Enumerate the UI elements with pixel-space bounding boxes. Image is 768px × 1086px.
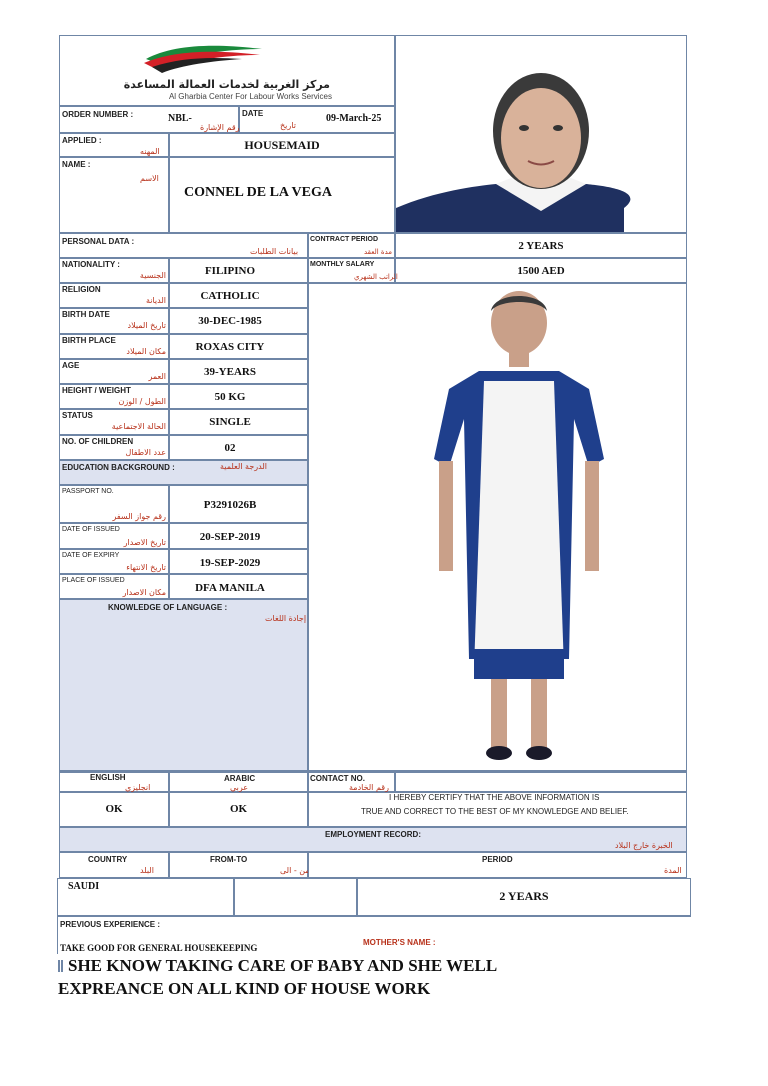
arabic-value: OK bbox=[229, 803, 248, 815]
field-value-cell bbox=[169, 435, 308, 460]
certify-cell: I HEREBY CERTIFY THAT THE ABOVE INFORMATION IS TRUE AND CORRECT TO THE BEST OF MY KNOWLEDGE AND BELIEF. bbox=[308, 792, 687, 827]
arabic-value-cell bbox=[169, 792, 308, 827]
name-label-cell: NAME : الاسم bbox=[59, 157, 169, 233]
name-value: CONNEL DE LA VEGA bbox=[184, 185, 332, 200]
employment-row-country bbox=[57, 878, 234, 916]
portrait-photo-box bbox=[395, 35, 687, 233]
passport-label-cell: PLACE OF ISSUED مكان الاصدار bbox=[59, 574, 169, 599]
date-cell: DATE تاريخ 09-March-25 bbox=[239, 106, 395, 133]
order-number-cell: ORDER NUMBER : رقم الإشارة NBL- bbox=[59, 106, 239, 133]
field-label-cell: STATUS الحالة الاجتماعية bbox=[59, 409, 169, 435]
employment-period-value: 2 YEARS bbox=[499, 889, 549, 903]
order-number-value: NBL- bbox=[168, 113, 192, 124]
monthly-salary-value-cell bbox=[395, 258, 687, 283]
contact-value-cell bbox=[395, 771, 687, 792]
applied-label-cell: APPLIED : المهنه bbox=[59, 133, 169, 157]
employment-row-period bbox=[357, 878, 691, 916]
monthly-salary-label-cell: MONTHLY SALARY الراتب الشهري bbox=[308, 258, 395, 283]
english-label-cell: ENGLISH انجليزي bbox=[59, 771, 169, 792]
field-label-cell: HEIGHT / WEIGHT الطول / الوزن bbox=[59, 384, 169, 409]
field-value: SINGLE bbox=[209, 416, 251, 428]
passport-value-cell bbox=[169, 549, 308, 574]
passport-label-cell: DATE OF ISSUED تاريخ الاصدار bbox=[59, 523, 169, 549]
field-value: FILIPINO bbox=[204, 265, 256, 277]
employment-country-value: SAUDI bbox=[68, 881, 100, 892]
passport-value: 19-SEP-2029 bbox=[199, 557, 261, 569]
education-background-cell: EDUCATION BACKGROUND : الدرجة العلمية bbox=[59, 460, 308, 485]
field-label-cell: BIRTH DATE تاريخ الميلاد bbox=[59, 308, 169, 334]
arabic-label-cell: ARABIC عربي bbox=[169, 771, 308, 792]
contact-label-cell: CONTACT NO. رقم الخادمة bbox=[308, 771, 395, 792]
contract-period-value-cell bbox=[395, 233, 687, 258]
contract-period-value: 2 YEARS bbox=[518, 240, 564, 252]
logo-english-text: Al Gharbia Center For Labour Works Services bbox=[168, 92, 332, 101]
passport-value: DFA MANILA bbox=[195, 582, 265, 594]
field-label-cell: NO. OF CHILDREN عدد الاطفال bbox=[59, 435, 169, 460]
applied-value: HOUSEMAID bbox=[244, 138, 320, 152]
field-value-cell bbox=[169, 283, 308, 308]
passport-value-cell bbox=[169, 523, 308, 549]
field-value-cell bbox=[169, 258, 308, 283]
date-value: 09-March-25 bbox=[326, 113, 382, 124]
contract-period-label-cell: CONTRACT PERIOD مدة العقد bbox=[308, 233, 395, 258]
experience-line-2: SHE KNOW TAKING CARE OF BABY AND SHE WELL bbox=[68, 956, 498, 975]
applied-value-cell bbox=[169, 133, 395, 157]
passport-label-cell: DATE OF EXPIRY تاريخ الانتهاء bbox=[59, 549, 169, 574]
field-label-cell: RELIGION الديانة bbox=[59, 283, 169, 308]
field-value: CATHOLIC bbox=[200, 290, 260, 302]
english-value-cell bbox=[59, 792, 169, 827]
employment-col-period: PERIOD المدة bbox=[308, 852, 687, 878]
knowledge-of-language-cell: KNOWLEDGE OF LANGUAGE : إجادة اللغات bbox=[59, 599, 308, 771]
monthly-salary-value: 1500 AED bbox=[517, 265, 565, 277]
field-value-cell bbox=[169, 359, 308, 384]
field-value: 39-YEARS bbox=[204, 366, 256, 378]
name-value-cell bbox=[169, 157, 395, 233]
experience-line-3: EXPREANCE ON ALL KIND OF HOUSE WORK bbox=[58, 979, 431, 998]
passport-value: 20-SEP-2019 bbox=[199, 531, 261, 543]
field-value: 50 KG bbox=[214, 391, 246, 403]
previous-experience-cell: PREVIOUS EXPERIENCE : MOTHER'S NAME : TAKE GOOD FOR GENERAL HOUSEKEEPING bbox=[57, 916, 691, 954]
field-value: 02 bbox=[224, 442, 236, 454]
field-label-cell: BIRTH PLACE مكان الميلاد bbox=[59, 334, 169, 359]
portrait-photo bbox=[396, 36, 686, 232]
logo-arabic-text: مركز الغربية لخدمات العمالة المساعدة bbox=[123, 78, 330, 91]
employment-col-fromto: FROM-TO من - الى bbox=[169, 852, 308, 878]
field-label-cell: AGE العمر bbox=[59, 359, 169, 384]
passport-value-cell bbox=[169, 485, 308, 523]
employment-col-country: COUNTRY البلد bbox=[59, 852, 169, 878]
field-value-cell bbox=[169, 334, 308, 359]
full-body-photo-box bbox=[308, 283, 687, 771]
experience-marker bbox=[58, 960, 63, 972]
field-value: ROXAS CITY bbox=[195, 341, 265, 353]
field-value-cell bbox=[169, 409, 308, 435]
field-value: 30-DEC-1985 bbox=[198, 315, 262, 327]
english-value: OK bbox=[105, 803, 123, 815]
passport-value-cell bbox=[169, 574, 308, 599]
logo-box bbox=[59, 35, 395, 106]
logo-flag-icon bbox=[142, 41, 266, 75]
mothers-name-label: MOTHER'S NAME : bbox=[363, 938, 436, 947]
full-body-photo bbox=[419, 289, 619, 769]
employment-record-header: EMPLOYMENT RECORD: الخبرة خارج البلاد bbox=[59, 827, 687, 852]
field-value-cell bbox=[169, 308, 308, 334]
passport-label-cell: PASSPORT NO. رقم جواز السفر bbox=[59, 485, 169, 523]
personal-data-cell: PERSONAL DATA : بيانات الطلبات bbox=[59, 233, 308, 258]
field-label-cell: NATIONALITY : الجنسية bbox=[59, 258, 169, 283]
field-value-cell bbox=[169, 384, 308, 409]
passport-value: P3291026B bbox=[203, 499, 257, 511]
employment-row-fromto bbox=[234, 878, 357, 916]
